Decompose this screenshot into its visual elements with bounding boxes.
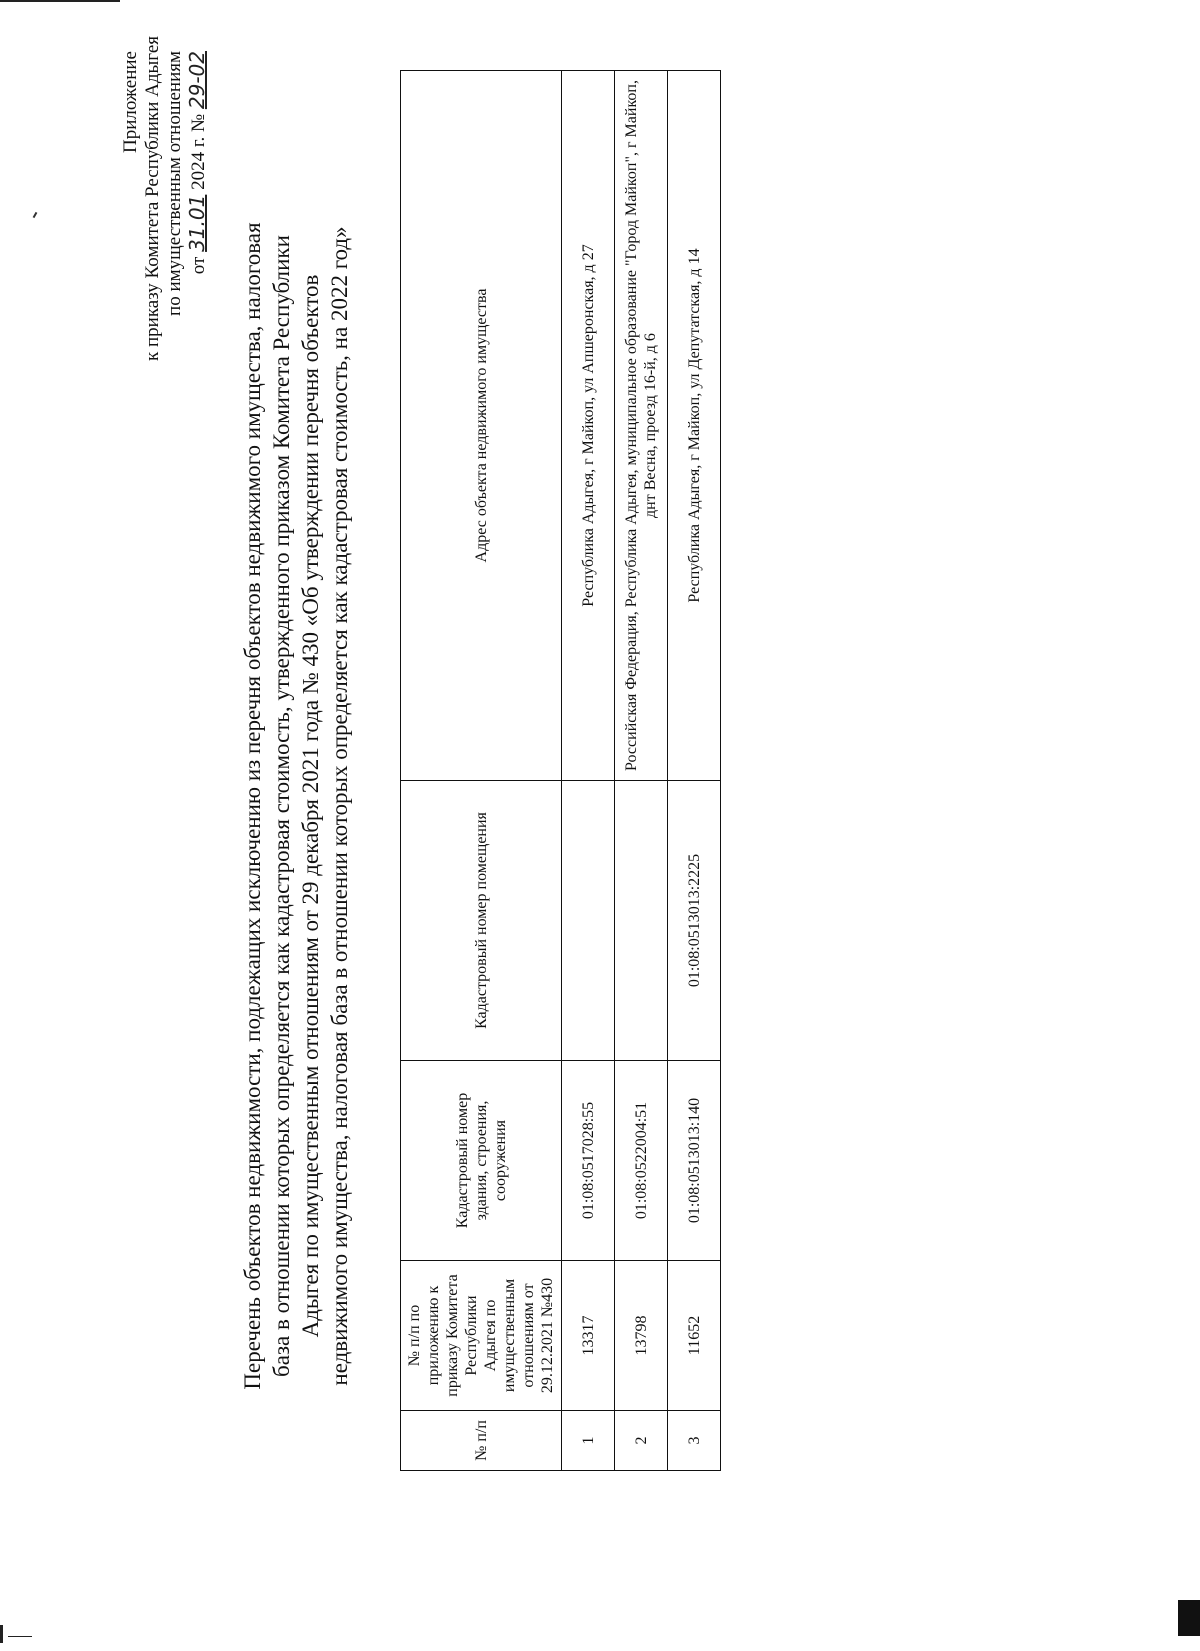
cell-premises-cadastral — [615, 781, 668, 1061]
table-row — [615, 71, 668, 1471]
appendix-line-1: Приложение — [120, 51, 141, 153]
cell-address: Российская Федерация, Республика Адыгея, муниципальное образование "Город Майкоп", г Майкоп, днт Весна, проезд 16-й, д 6 — [615, 71, 668, 781]
header-address: Адрес объекта недвижимого имущества — [401, 71, 562, 781]
appendix-date-line — [186, 51, 210, 361]
objects-table — [400, 70, 721, 1471]
table-header-row — [401, 71, 562, 1471]
handwritten-date: 31.01 — [185, 194, 209, 252]
header-row-number: № п/п — [401, 1411, 562, 1471]
cell-appendix-number: 13798 — [615, 1261, 668, 1411]
cell-row-number: 1 — [562, 1411, 615, 1471]
document-title: Перечень объектов недвижимости, подлежащих исключению из перечня объектов недвижимого имущества, налоговая база в отношении которых определяется как кадастровая стоимость, утвержденного приказом Комитета Республики Адыгея по имущественным отношениям от 29 декабря 2021 года № 430 «Об утверждении перечня объектов недвижимого имущества, налоговая база в отношении которых определяется как кадастровая стоимость, на 2022 год» — [240, 222, 352, 1390]
appendix-line-2: к приказу Комитета Республики Адыгея — [142, 36, 163, 361]
table-row — [562, 71, 615, 1471]
cell-premises-cadastral: 01:08:0513013:2225 — [668, 781, 721, 1061]
appendix-line-3: по имущественным отношениям — [164, 51, 185, 316]
cell-address: Республика Адыгея, г Майкоп, ул Депутатская, д 14 — [668, 71, 721, 781]
cell-premises-cadastral — [562, 781, 615, 1061]
cell-row-number: 3 — [668, 1411, 721, 1471]
date-prefix: от — [188, 256, 209, 275]
cell-building-cadastral: 01:08:0522004:51 — [615, 1061, 668, 1261]
header-premises-cadastral: Кадастровый номер помещения — [401, 781, 562, 1061]
header-appendix-number: № п/п по приложению к приказу Комитета Республики Адыгея по имущественным отношениям от 29.12.2021 №430 — [401, 1261, 562, 1411]
date-suffix: 2024 г. № — [188, 113, 209, 190]
header-building-cadastral: Кадастровый номер здания, строения, сооружения — [401, 1061, 562, 1261]
cell-building-cadastral: 01:08:0517028:55 — [562, 1061, 615, 1261]
appendix-block — [120, 36, 210, 361]
cell-address: Республика Адыгея, г Майкоп, ул Апшеронская, д 27 — [562, 71, 615, 781]
cell-appendix-number: 11652 — [668, 1261, 721, 1411]
cell-appendix-number: 13317 — [562, 1261, 615, 1411]
cell-building-cadastral: 01:08:0513013:140 — [668, 1061, 721, 1261]
table-row — [668, 71, 721, 1471]
handwritten-number: 29-02 — [185, 51, 209, 110]
cell-row-number: 2 — [615, 1411, 668, 1471]
